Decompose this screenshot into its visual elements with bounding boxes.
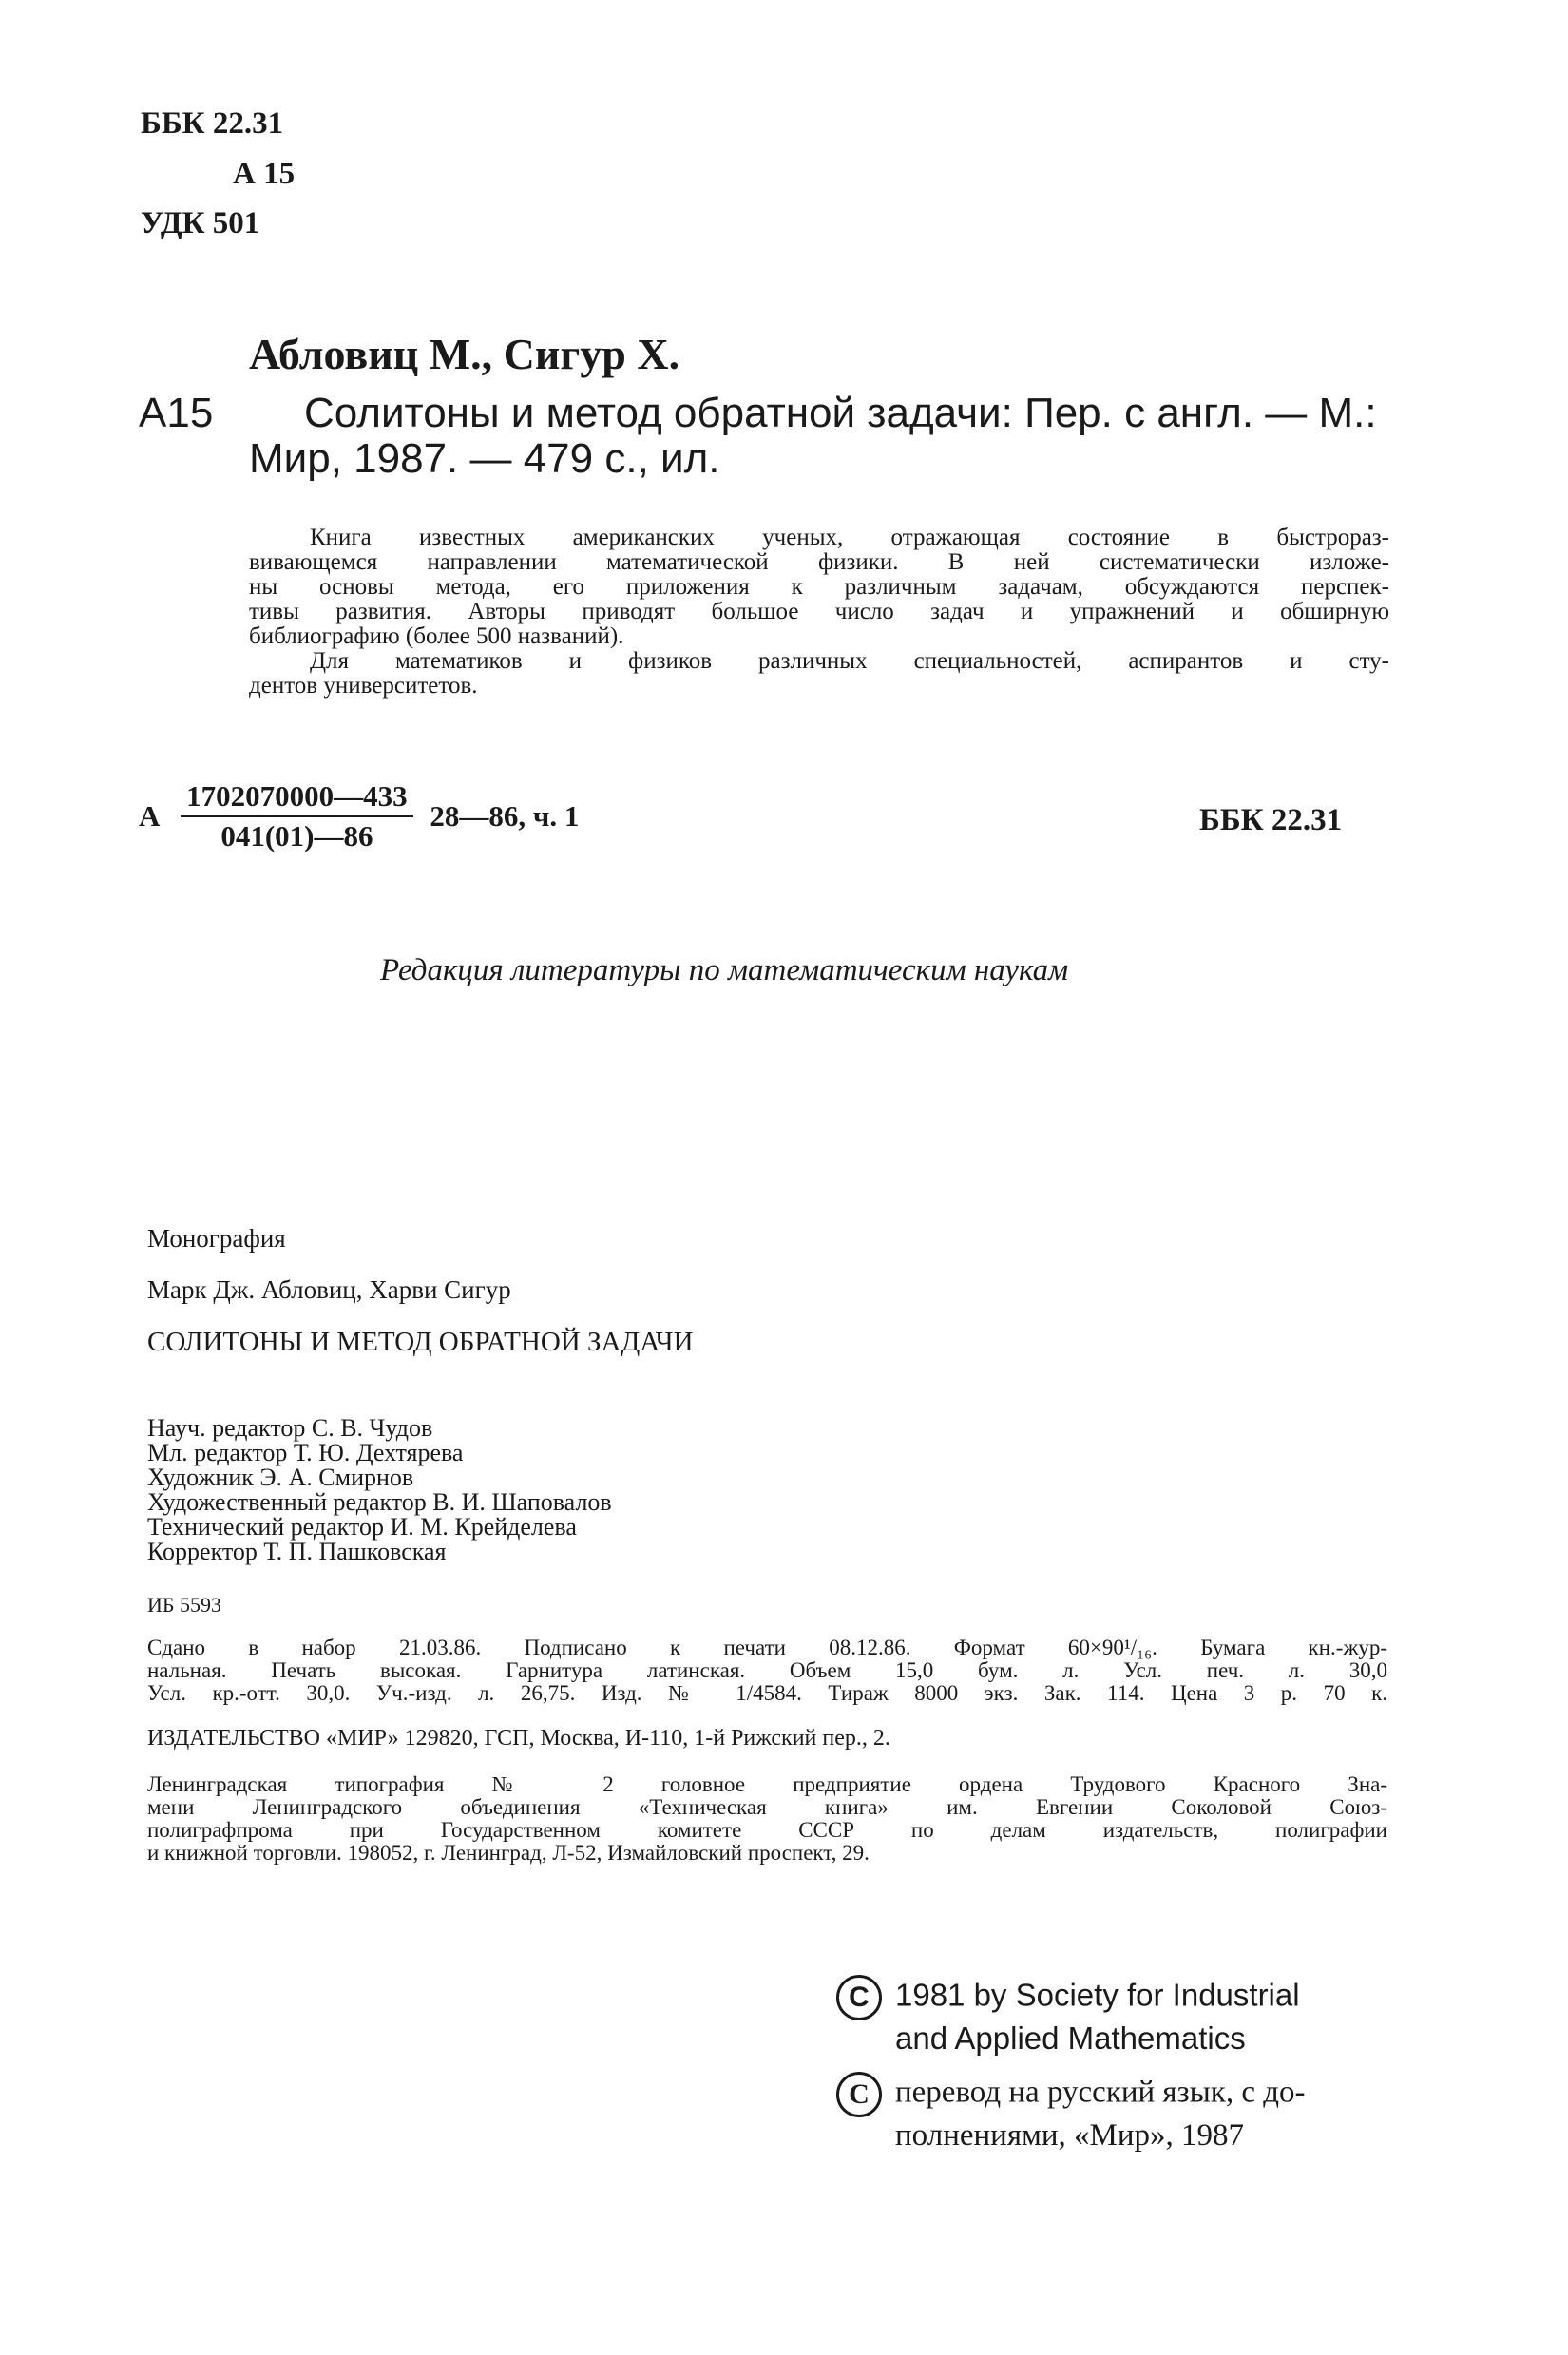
print-line: Сдано в набор 21.03.86. Подписано к печати 08.12.86. Формат 60×90¹/₁₆. Бумага кн.-жур- <box>147 1636 1387 1659</box>
publisher-line: ИЗДАТЕЛЬСТВО «МИР» 129820, ГСП, Москва, И-110, 1-й Рижский пер., 2. <box>147 1726 890 1751</box>
staff-line: Технический редактор И. М. Крейделева <box>147 1513 577 1541</box>
copyright-icon: C <box>836 2072 882 2117</box>
title-line-1: Солитоны и метод обратной задачи: Пер. с англ. — М.: <box>304 390 1377 436</box>
copyright-translation <box>836 2072 1306 2154</box>
annotation-line: Книга известных американских ученых, отражающая состояние в быстрораз- <box>310 525 1389 550</box>
print-details <box>147 1637 1387 1705</box>
formula-numerator: 1702070000—433 <box>181 779 413 817</box>
udk-code: УДК 501 <box>141 206 260 240</box>
formula-fraction <box>181 779 413 853</box>
print-line: нальная. Печать высокая. Гарнитура латинская. Объем 15,0 бум. л. Усл. печ. л. 30,0 <box>147 1658 1387 1682</box>
title-caps: СОЛИТОНЫ И МЕТОД ОБРАТНОЙ ЗАДАЧИ <box>147 1327 694 1357</box>
catalog-formula <box>139 779 579 853</box>
authors-full: Марк Дж. Абловиц, Харви Сигур <box>147 1275 511 1304</box>
printer-line: и книжной торговли. 198052, г. Ленинград, Л-52, Измайловский проспект, 29. <box>147 1841 870 1865</box>
formula-letter: А <box>139 799 161 833</box>
formula-denominator: 041(01)—86 <box>220 819 373 852</box>
author-mark: А 15 <box>233 157 296 191</box>
audience-line: дентов университетов. <box>249 673 478 699</box>
copyright-original <box>836 1975 1300 2057</box>
printer-details <box>147 1773 1387 1865</box>
staff-list <box>147 1416 612 1564</box>
editorial-office: Редакция литературы по математическим наукам <box>380 953 1069 987</box>
audience-line: Для математиков и физиков различных специальностей, аспирантов и сту- <box>310 648 1389 674</box>
staff-line: Науч. редактор С. В. Чудов <box>147 1414 433 1442</box>
book-mark: А15 <box>139 390 214 436</box>
title-line-2: Мир, 1987. — 479 с., ил. <box>249 435 720 482</box>
print-line: Усл. кр.-отт. 30,0. Уч.-изд. л. 26,75. Изд. № 1/4584. Тираж 8000 экз. Зак. 114. Цена 3 р. 70 к. <box>147 1681 1387 1705</box>
annotation-line: библиографию (более 500 названий). <box>249 623 624 649</box>
formula-bbk: ББК 22.31 <box>1199 803 1343 837</box>
staff-line: Художественный редактор В. И. Шаповалов <box>147 1488 612 1516</box>
printer-line: полиграфпрома при Государственном комитете СССР по делам издательств, полиграфии <box>147 1818 1387 1842</box>
copyright-original-line-2: and Applied Mathematics <box>895 2020 1246 2056</box>
authors-heading: Абловиц М., Сигур Х. <box>249 330 680 378</box>
staff-line: Корректор Т. П. Пашковская <box>147 1538 447 1565</box>
bbk-code: ББК 22.31 <box>141 106 284 141</box>
staff-line: Мл. редактор Т. Ю. Дехтярева <box>147 1439 464 1466</box>
staff-line: Художник Э. А. Смирнов <box>147 1464 414 1491</box>
formula-suffix: 28—86, ч. 1 <box>430 799 580 833</box>
ib-number: ИБ 5593 <box>147 1593 222 1617</box>
annotation-line: ны основы метода, его приложения к различным задачам, обсуждаются перспек- <box>249 574 1389 600</box>
copyright-original-line-1: 1981 by Society for Industrial <box>895 1977 1300 2013</box>
printer-line: мени Ленинградского объединения «Техническая книга» им. Евгении Соколовой Союз- <box>147 1795 1387 1819</box>
copyright-translation-line-2: полнениями, «Мир», 1987 <box>895 2118 1245 2153</box>
annotation-line: тивы развития. Авторы приводят большое число задач и упражнений и обширную <box>249 599 1389 624</box>
copyright-translation-line-1: перевод на русский язык, с до- <box>895 2075 1306 2110</box>
printer-line: Ленинградская типография № 2 головное предприятие ордена Трудового Красного Зна- <box>147 1772 1387 1796</box>
copyright-icon: C <box>836 1975 882 2020</box>
annotation <box>249 526 1389 699</box>
annotation-line: вивающемся направлении математической физики. В ней систематически изложе- <box>249 549 1389 575</box>
genre-label: Монография <box>147 1224 286 1253</box>
